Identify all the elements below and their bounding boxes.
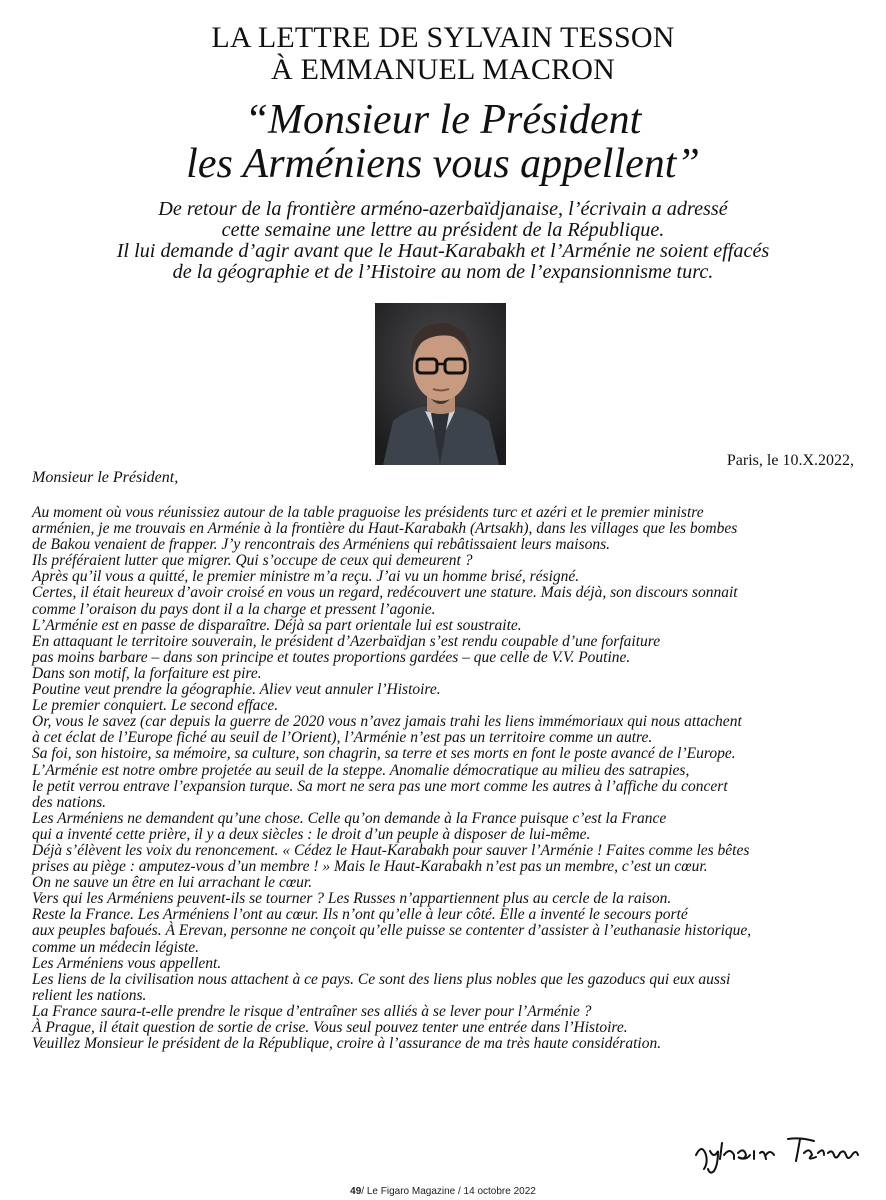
letter-body-line: Or, vous le savez (car depuis la guerre de 2020 vous n’avez jamais trahi les liens immémoriaux qui nous attachent xyxy=(32,713,742,731)
letter-body-line: le petit verrou entrave l’expansion turque. Sa mort ne sera pas une mort comme les autres à l’affiche du concert xyxy=(32,777,728,795)
letter-body-line: Vers qui les Arméniens peuvent-ils se tourner ? Les Russes n’appartiennent plus au cercle de la raison. xyxy=(32,890,672,908)
article-title xyxy=(0,22,886,86)
page-number: 49 xyxy=(350,1186,362,1197)
standfirst-line: Il lui demande d’agir avant que le Haut-Karabakh et l’Arménie ne soient effacés xyxy=(116,240,770,262)
letter-body-line: Les Arméniens ne demandent qu’une chose. Celle qu’on demande à la France puisque c’est la France xyxy=(32,809,667,827)
letter-body-line: comme un médecin légiste. xyxy=(32,938,199,956)
letter-body-line: Veuillez Monsieur le président de la République, croire à l’assurance de ma très haute considération. xyxy=(32,1035,662,1053)
letter-body-line: prises au piège : amputez-vous d’un membre ! » Mais le Haut-Karabakh n’est pas un membre, c’est un cœur. xyxy=(32,858,708,876)
letter-body-line: Le premier conquiert. Le second efface. xyxy=(32,697,279,715)
letter-body-line: des nations. xyxy=(32,793,107,811)
letter-body-line: qui a inventé cette prière, il y a deux siècles : le droit d’un peuple à disposer de lui-même. xyxy=(32,825,591,843)
standfirst-line: De retour de la frontière arméno-azerbaïdjanaise, l’écrivain a adressé xyxy=(158,198,728,220)
standfirst-line: cette semaine une lettre au président de la République. xyxy=(221,219,665,241)
letter-body-line: Certes, il était heureux d’avoir croisé en vous un regard, redécouvert une stature. Mais déjà, son discours sonnait xyxy=(32,584,738,602)
portrait-illustration xyxy=(375,303,506,465)
letter-dateline: Paris, le 10.X.2022, xyxy=(726,452,854,469)
letter-body-line: L’Arménie est notre ombre projetée au seuil de la steppe. Anomalie démocratique au milieu des satrapies, xyxy=(32,761,690,779)
letter-body-line: aux peuples bafoués. À Erevan, personne ne conçoit qu’elle puisse se contenter d’assister à l’euthanasie historique, xyxy=(32,922,752,940)
letter-body-line: arménien, je me trouvais en Arménie à la frontière du Haut-Karabakh (Artsakh), dans les villages que les bombes xyxy=(32,520,738,538)
letter-body-line: comme l’oraison du pays dont il a la charge et pressent l’agonie. xyxy=(32,600,436,618)
letter-body-line: pas moins barbare – dans son principe et toutes proportions gardées – que celle de V.V. Poutine. xyxy=(32,648,631,666)
standfirst xyxy=(0,199,886,283)
title-line: À EMMANUEL MACRON xyxy=(271,53,615,86)
letter-body-line: La France saura-t-elle prendre le risque d’entraîner ses alliés à se lever pour l’Arménie ? xyxy=(32,1002,592,1020)
letter-body-line: À Prague, il était question de sortie de crise. Vous seul pouvez tenter une entrée dans l’Histoire. xyxy=(32,1019,628,1036)
letter-body-line: Poutine veut prendre la géographie. Aliev veut annuler l’Histoire. xyxy=(32,681,441,699)
letter-body-line: Déjà s’élèvent les voix du renoncement. « Cédez le Haut-Karabakh pour sauver l’Arménie ! Faites comme les bêtes xyxy=(32,841,750,859)
letter-body-line: de Bakou venaient de frapper. J’y rencontrais des Arméniens qui rebâtissaient leurs maisons. xyxy=(32,536,611,554)
signature xyxy=(688,1125,863,1175)
letter-body-line: Sa foi, son histoire, sa mémoire, sa culture, son chagrin, sa terre et ses morts en font le poste avancé de l’Europe. xyxy=(32,745,736,763)
letter-body-line: On ne sauve un être en lui arrachant le cœur. xyxy=(32,874,313,892)
signature-graphic xyxy=(688,1125,863,1175)
letter-body xyxy=(32,505,862,1052)
letter-body-line: En attaquant le territoire souverain, le président d’Azerbaïdjan s’est rendu coupable d’une forfaiture xyxy=(32,632,661,650)
letter-body-line: relient les nations. xyxy=(32,986,147,1004)
letter-salutation: Monsieur le Président, xyxy=(32,469,179,486)
quote-line: les Arméniens vous appellent” xyxy=(186,141,700,187)
standfirst-line: de la géographie et de l’Histoire au nom de l’expansionnisme turc. xyxy=(172,261,714,283)
publication-info: / Le Figaro Magazine / 14 octobre 2022 xyxy=(361,1186,536,1197)
letter-body-line: L’Arménie est en passe de disparaître. Déjà sa part orientale lui est soustraite. xyxy=(32,616,522,634)
quote-line: “Monsieur le Président xyxy=(244,97,642,143)
page-footer xyxy=(0,1186,886,1197)
author-portrait-photo xyxy=(375,303,506,465)
letter-body-line: Après qu’il vous a quitté, le premier ministre m’a reçu. J’ai vu un homme brisé, résigné. xyxy=(32,568,580,586)
letter-body-line: Les liens de la civilisation nous attachent à ce pays. Ce sont des liens plus nobles que les gazoducs qui eux aussi xyxy=(32,970,731,988)
letter-body-line: Au moment où vous réunissiez autour de la table praguoise les présidents turc et azéri et le premier ministre xyxy=(32,504,704,521)
letter-body-line: Reste la France. Les Arméniens l’ont au cœur. Ils n’ont qu’elle à leur côté. Elle a inventé le secours porté xyxy=(32,906,688,924)
letter-body-line: Dans son motif, la forfaiture est pire. xyxy=(32,664,262,682)
letter-body-line: Les Arméniens vous appellent. xyxy=(32,954,222,972)
headline-quote xyxy=(0,98,886,186)
letter-body-line: à cet éclat de l’Europe fiché au seuil de l’Orient), l’Arménie n’est pas un territoire comme un autre. xyxy=(32,729,653,747)
letter-body-line: Ils préféraient lutter que migrer. Qui s’occupe de ceux qui demeurent ? xyxy=(32,552,473,570)
title-line: LA LETTRE DE SYLVAIN TESSON xyxy=(211,21,675,54)
